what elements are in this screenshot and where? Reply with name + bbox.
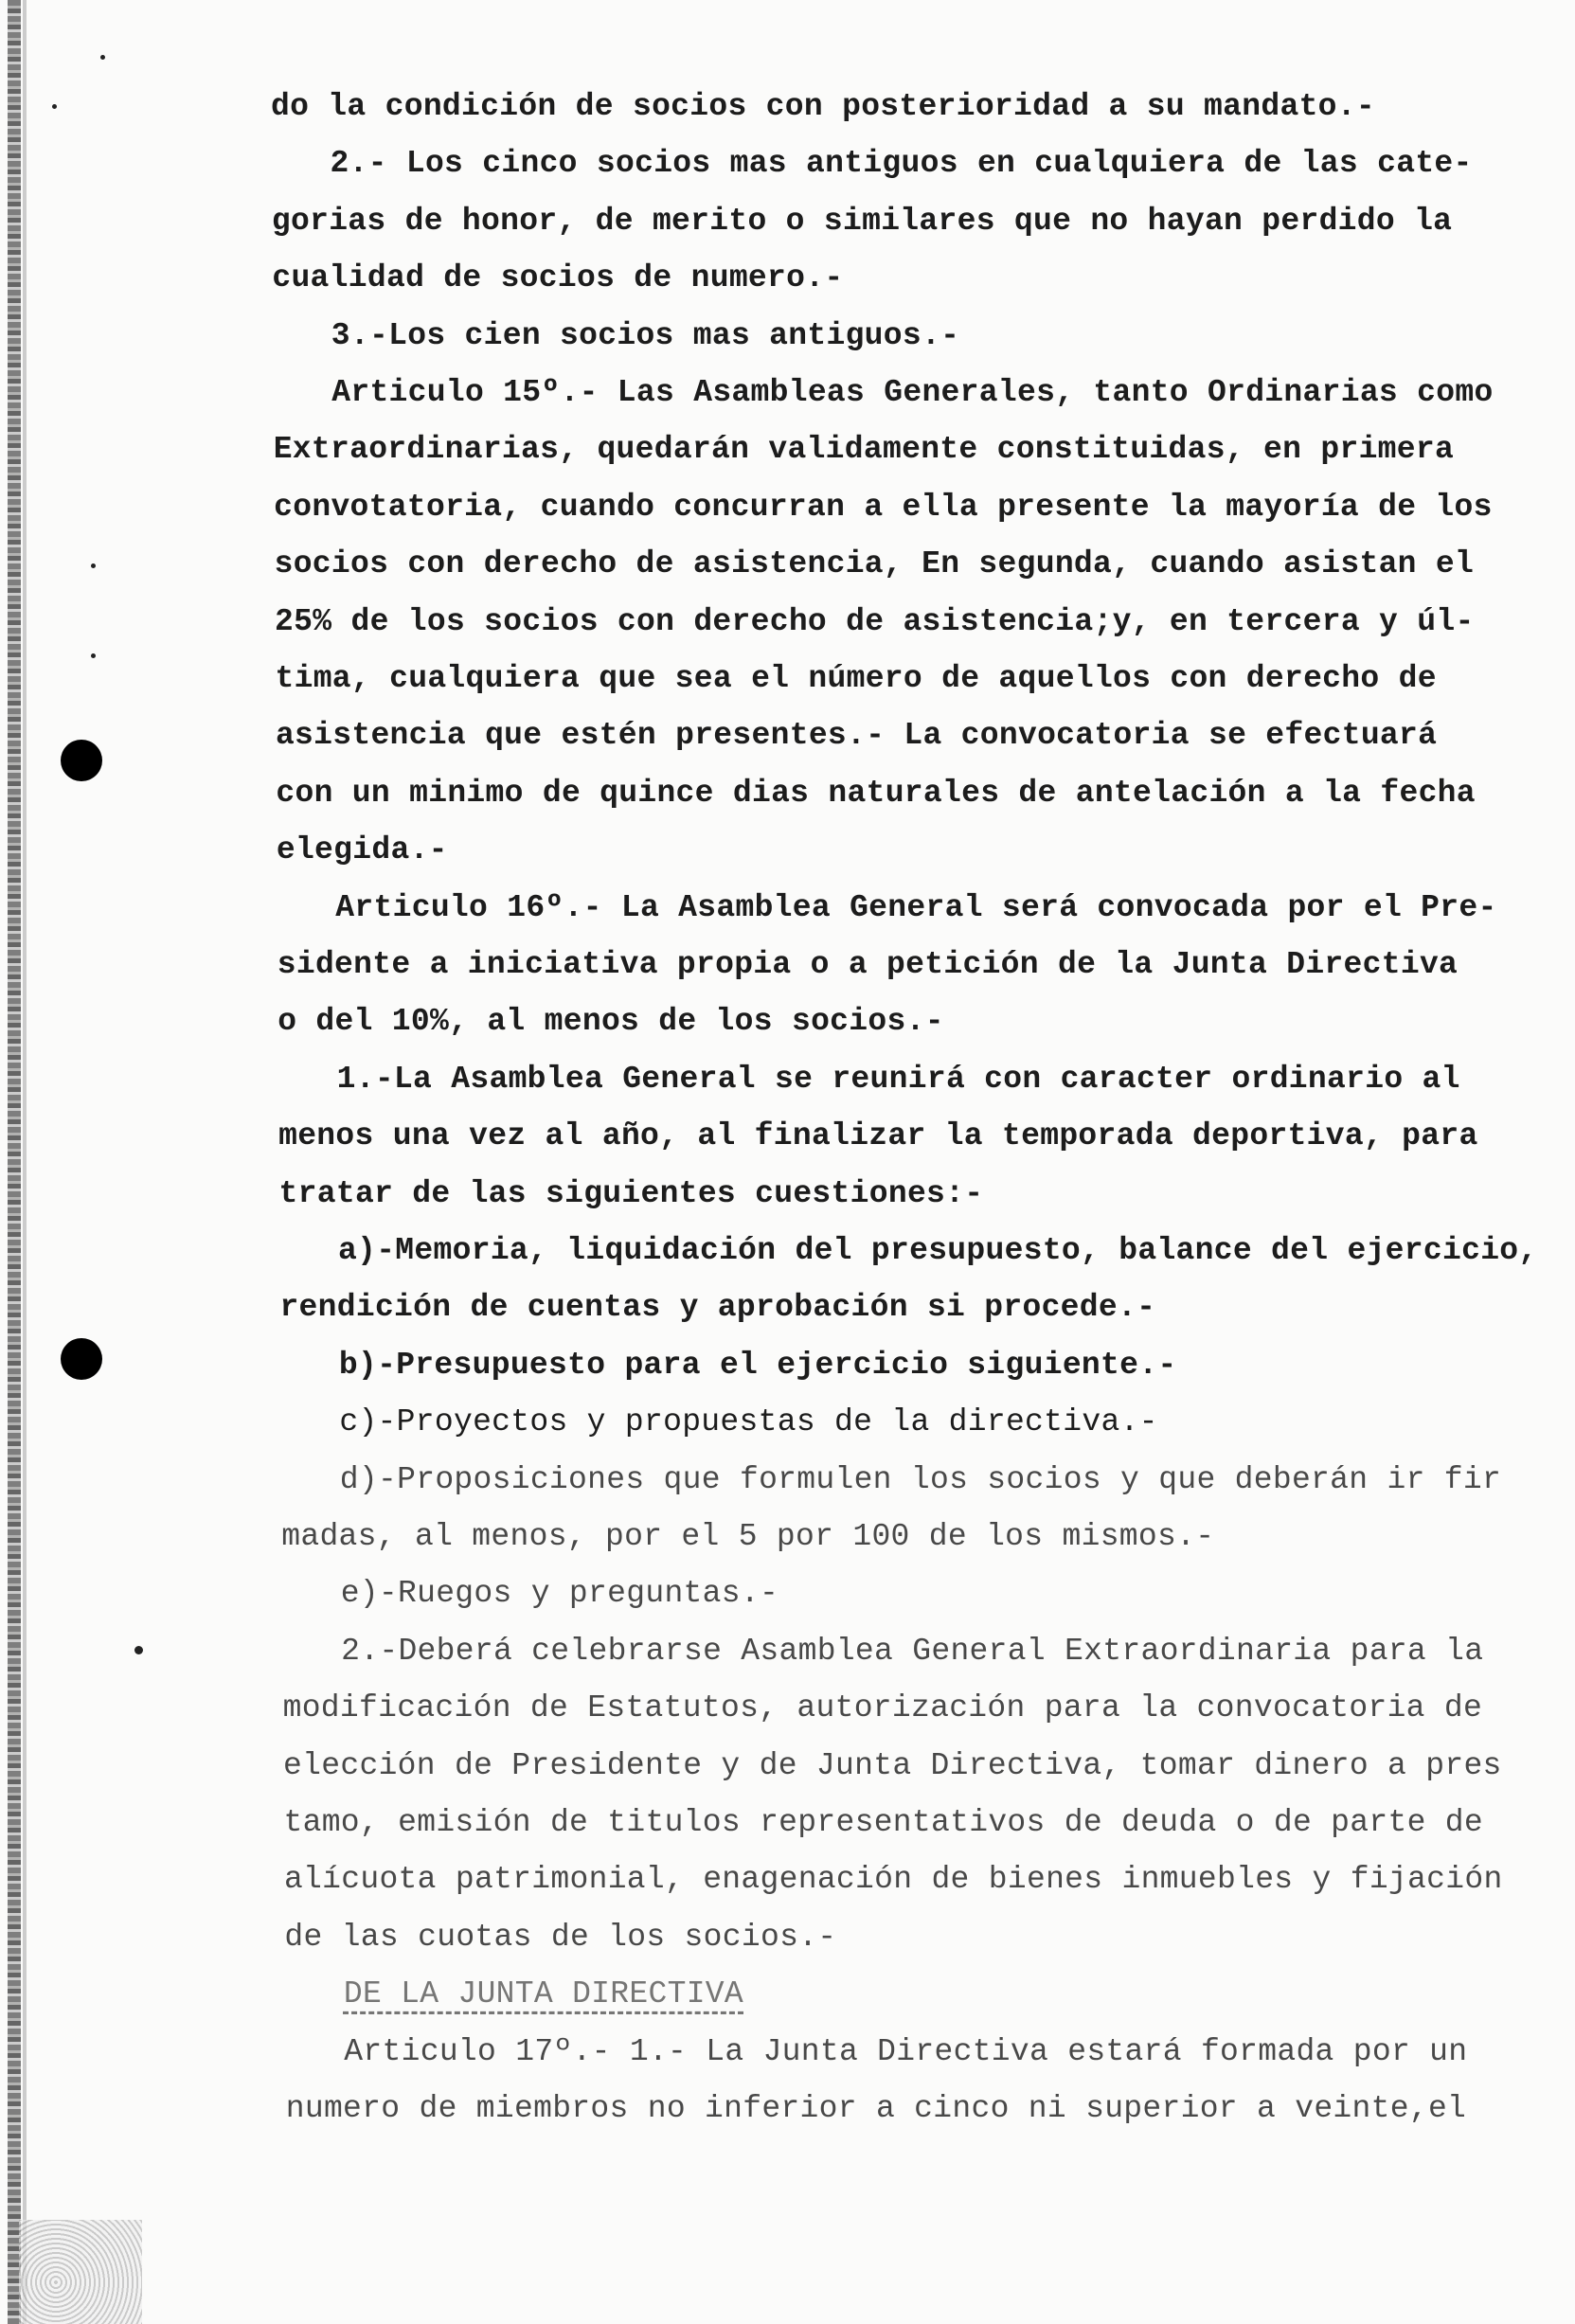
punch-hole: [61, 1338, 102, 1380]
section-heading: DE LA JUNTA DIRECTIVA: [343, 1976, 744, 2012]
scan-speck: [100, 55, 105, 60]
text-line: b)-Presupuesto para el ejercicio siguiente.-: [338, 1347, 1177, 1383]
text-line: elección de Presidente y de Junta Directiva, tomar dinero a pres: [283, 1747, 1502, 1783]
text-line: menos una vez al año, al finalizar la temporada deportiva, para: [278, 1118, 1478, 1154]
text-line: Extraordinarias, quedarán validamente constituidas, en primera: [273, 432, 1455, 468]
text-line: cualidad de socios de numero.-: [272, 260, 844, 296]
text-line: de las cuotas de los socios.-: [284, 1919, 837, 1955]
text-line: 2.- Los cinco socios mas antiguos en cualquiera de las cate-: [330, 146, 1473, 182]
text-line: a)-Memoria, liquidación del presupuesto, balance del ejercicio,: [338, 1233, 1538, 1268]
text-line: 3.-Los cien socios mas antiguos.-: [331, 317, 960, 353]
scan-edge-shadow: [8, 0, 21, 2324]
text-line: rendición de cuentas y aprobación si procede.-: [279, 1290, 1156, 1326]
text-line: madas, al menos, por el 5 por 100 de los mismos.-: [281, 1519, 1215, 1554]
text-line: d)-Proposiciones que formulen los socios y que deberán ir fir: [339, 1461, 1502, 1497]
text-line: socios con derecho de asistencia, En segunda, cuando asistan el: [274, 546, 1475, 582]
text-line: numero de miembros no inferior a cinco ni superior a veinte,el: [285, 2091, 1467, 2126]
text-line: 25% de los socios con derecho de asistencia;y, en tercera y úl-: [275, 603, 1475, 639]
text-line: asistencia que estén presentes.- La convocatoria se efectuará: [275, 718, 1438, 754]
text-line: elegida.-: [276, 832, 448, 868]
text-line: 2.-Deberá celebrarse Asamblea General Extraordinaria para la: [341, 1633, 1484, 1669]
text-line: con un minimo de quince dias naturales de antelación a la fecha: [276, 775, 1476, 811]
text-line: gorias de honor, de merito o similares que no hayan perdido la: [271, 203, 1453, 239]
text-line: alícuota patrimonial, enagenación de bienes inmuebles y fijación: [283, 1862, 1503, 1898]
scan-speck: [91, 563, 96, 568]
text-line: c)-Proyectos y propuestas de la directiva.-: [339, 1404, 1158, 1440]
punch-hole: [61, 740, 102, 781]
text-line: 1.-La Asamblea General se reunirá con caracter ordinario al: [336, 1061, 1460, 1097]
text-line: Articulo 15º.- Las Asambleas Generales, tanto Ordinarias como: [331, 375, 1494, 410]
text-line: sidente a iniciativa propia o a petición de la Junta Directiva: [277, 947, 1459, 982]
text-line: do la condición de socios con posterioridad a su mandato.-: [271, 89, 1375, 124]
scan-speck: [52, 104, 57, 109]
text-line: e)-Ruegos y preguntas.-: [340, 1576, 779, 1612]
text-line: Articulo 17º.- 1.- La Junta Directiva estará formada por un: [344, 2033, 1468, 2069]
text-line: tima, cualquiera que sea el número de aquellos con derecho de: [275, 661, 1437, 696]
text-line: Articulo 16º.- La Asamblea General será convocada por el Pre-: [335, 889, 1497, 925]
scan-edge-line: [23, 0, 27, 2324]
scan-speck: [91, 653, 96, 658]
text-line: convotatoria, cuando concurran a ella presente la mayoría de los: [274, 489, 1493, 525]
scan-noise-corner: [19, 2220, 142, 2324]
text-line: o del 10%, al menos de los socios.-: [277, 1004, 944, 1040]
text-line: tratar de las siguientes cuestiones:-: [278, 1175, 984, 1211]
text-line: tamo, emisión de titulos representativos de deuda o de parte de: [283, 1805, 1484, 1840]
text-line: modificación de Estatutos, autorización para la convocatoria de: [282, 1690, 1483, 1726]
scan-speck: [134, 1646, 143, 1654]
